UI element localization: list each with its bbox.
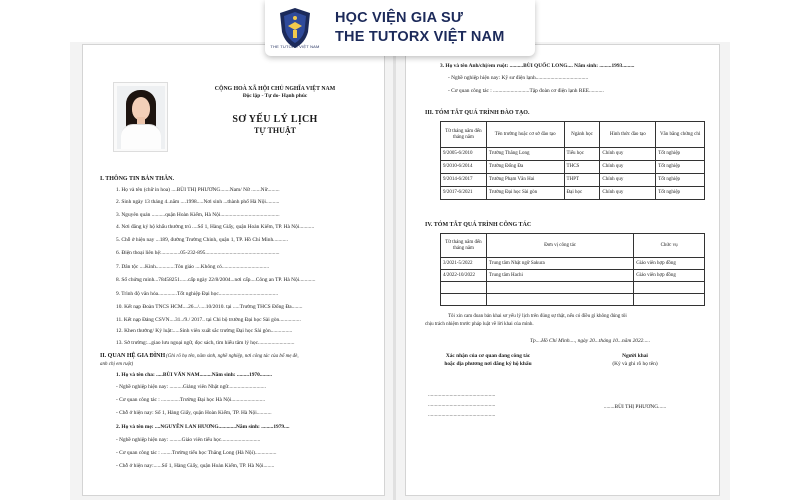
table-cell: Trung tâm Nhật ngữ Sakura — [486, 258, 633, 270]
section-work: IV. TÓM TẮT QUÁ TRÌNH CÔNG TÁC — [425, 222, 532, 228]
table-cell: Chính quy — [600, 187, 656, 200]
brand-line-1: HỌC VIỆN GIA SƯ — [335, 10, 464, 26]
table-cell: 9/2005-6/2010 — [441, 148, 487, 161]
page-divider — [393, 44, 396, 500]
confirm-title-2: hoặc địa phương nơi đăng ký hộ khẩu — [444, 361, 532, 367]
mother-name: 2. Họ và tên mẹ: ....NGUYỄN LAN HƯƠNG.............Năm sinh: .........1979.... — [116, 424, 290, 430]
table-cell: Trường Đại học Sài gòn — [486, 187, 564, 200]
education-header-period: Từ tháng năm đến tháng năm — [441, 122, 487, 148]
mother-job: - Nghề nghiệp hiện nay: .........Giáo viên tiểu học............................. — [116, 437, 261, 443]
table-cell: THPT — [564, 174, 600, 187]
field-awards: 12. Khen thưởng/ Kỷ luật:.....Sinh viên xuất sắc trường Đại học Sài gòn................ — [116, 328, 293, 334]
mother-workplace: - Cơ quan công tác : ........Trường tiểu học Thăng Long (Hà Nội)................ — [116, 450, 277, 456]
brand-line-2: THE TUTORX VIỆT NAM — [335, 29, 505, 45]
section-family-note: (Ghi rõ họ tên, năm sinh, nghề nghiệp, nơi công tác của bố mẹ đẻ, — [166, 354, 299, 359]
declarant-signature-name: ........BÙI THỊ PHƯƠNG...... — [603, 404, 667, 410]
section-family-note-2: anh chị em ruột) — [100, 362, 134, 367]
field-ethnicity: 7. Dân tộc ....Kinh..............Tôn giáo ....Không có................................... — [116, 264, 270, 270]
table-cell: Trung tâm Hachi — [486, 270, 633, 282]
table-row — [441, 148, 705, 161]
table-cell — [634, 294, 705, 306]
national-motto: Độc lập - Tự do- Hạnh phúc — [242, 93, 308, 99]
confirm-dots-3: .................................................. — [428, 412, 496, 418]
sibling-name: 3. Họ và tên Anh/chị/em ruột: ..........BÙI QUỐC LONG.... Năm sinh: .........1993......... — [440, 63, 635, 69]
sibling-job: - Nghề nghiệp hiện nay: Kỹ sư điện lạnh....................................... — [448, 75, 589, 81]
education-header-major: Ngành học — [564, 122, 600, 148]
table-cell: Giáo viên hợp đồng — [634, 270, 705, 282]
confirm-title-1: Xác nhận của cơ quan đang công tác — [445, 353, 531, 359]
document-title: SƠ YẾU LÝ LỊCH — [232, 114, 318, 125]
father-job: - Nghề nghiệp hiện nay: ..........Giảng viên Nhật ngữ............................ — [116, 384, 266, 390]
table-row — [441, 258, 705, 270]
work-table — [440, 233, 705, 306]
education-header-school: Tên trường hoặc cơ sở đào tạo — [486, 122, 564, 148]
field-hometown: 3. Nguyên quán ..........quận Hoàn Kiếm, Hà Nội............................................ — [116, 212, 280, 218]
table-cell: Trường Thăng Long — [486, 148, 564, 161]
table-cell: Trường Phạm Văn Hai — [486, 174, 564, 187]
portrait-photo — [113, 82, 168, 152]
signing-date: Tp....Hồ Chí Minh...., ngày 20...tháng 10...năm 2022..... — [530, 338, 651, 344]
table-cell: 4/2022-10/2022 — [441, 270, 487, 282]
work-header-period: Từ tháng năm đến tháng năm — [441, 234, 487, 258]
brand-banner — [265, 0, 535, 56]
brand-name — [335, 9, 504, 47]
sibling-workplace: - Cơ quan công tác : ...........................Tập đoàn cơ điện lạnh REE........... — [448, 88, 604, 94]
education-table — [440, 121, 705, 200]
confirm-dots-1: .................................................. — [428, 392, 496, 398]
table-row — [441, 282, 705, 294]
table-cell: 9/2014-6/2017 — [441, 174, 487, 187]
table-cell — [486, 294, 633, 306]
work-header-unit: Đơn vị công tác — [486, 234, 633, 258]
table-cell: Đại học — [564, 187, 600, 200]
table-row — [441, 187, 705, 200]
table-cell: Tốt nghiệp — [656, 174, 705, 187]
field-education: 9. Trình độ văn hóa..............Tốt nghiệp Đại học............................................ — [116, 291, 279, 297]
document-subtitle: TỰ THUẬT — [253, 126, 296, 135]
field-registered-address: 4. Nơi đăng ký hộ khẩu thường trú ....Số 1, Hàng Giấy, quận Hoàn Kiếm, TP. Hà Nội........... — [116, 224, 315, 230]
education-header-row — [441, 122, 705, 148]
table-cell: Giáo viên hợp đồng — [634, 258, 705, 270]
mother-address: - Chỗ ở hiện nay:......Số 1, Hàng Giấy, quận Hoàn Kiếm, TP. Hà Nội........ — [116, 463, 275, 469]
education-header-degree: Văn bằng chứng chỉ — [656, 122, 705, 148]
field-full-name: 1. Họ và tên (chữ in hoa) ....BÙI THỊ PHƯƠNG.......Nam/ Nữ .......Nữ......... — [116, 187, 280, 193]
table-cell: Chính quy — [600, 161, 656, 174]
field-id-number: 8. Số chứng minh...78458251......cấp ngày 22/8/2004...nơi cấp....Công an TP. Hà Nội............ — [116, 277, 316, 283]
declaration-line-1: Tôi xin cam đoan bản khai sơ yếu lý lịch trên đúng sự thật, nếu có điều gì không đúng tôi — [448, 314, 627, 319]
table-cell: 9/2010-6/2014 — [441, 161, 487, 174]
table-cell: Tốt nghiệp — [656, 148, 705, 161]
field-youth-union: 10. Kết nạp Đoàn TNCS HCM....26.../.....10/2010. tại .....Trường THCS Đống Đa........ — [116, 304, 303, 310]
declaration-line-2: chịu trách nhiệm trước pháp luật về lời khai của mình. — [425, 322, 534, 327]
field-birth: 2. Sinh ngày 13 tháng 4..năm ....1998.....Nơi sinh ...thành phố Hà Nội.......... — [116, 199, 280, 205]
table-cell — [486, 282, 633, 294]
table-cell: Tốt nghiệp — [656, 161, 705, 174]
declarant-subtitle: (Ký và ghi rõ họ tên) — [612, 361, 658, 367]
father-address: - Chỗ ở hiện nay: Số 1, Hàng Giấy, quận Hoàn Kiếm, TP. Hà Nội........... — [116, 410, 272, 416]
confirm-dots-2: .................................................. — [428, 402, 496, 408]
work-header-position: Chức vụ — [634, 234, 705, 258]
table-row — [441, 294, 705, 306]
section-education: III. TÓM TẮT QUÁ TRÌNH ĐÀO TẠO. — [425, 110, 530, 116]
national-title: CỘNG HOÀ XÃ HỘI CHỦ NGHĨA VIỆT NAM — [214, 86, 336, 92]
table-cell: Tiểu học — [564, 148, 600, 161]
section-personal-info: I. THÔNG TIN BẢN THÂN. — [100, 176, 175, 182]
field-phone: 6. Điện thoại liên hệ:..............05-232-895....................................................... — [116, 250, 280, 256]
table-cell: Trường Đống Đa — [486, 161, 564, 174]
table-cell: 9/2017-6/2021 — [441, 187, 487, 200]
table-cell: 3/2021-5/2022 — [441, 258, 487, 270]
section-family: II. QUAN HỆ GIA ĐÌNH — [100, 353, 166, 359]
field-party: 11. Kết nạp Đảng CSVN....31../9./ 2017.. tại Chi bộ trường Đại học Sài gòn................ — [116, 317, 301, 323]
father-name: 1. Họ và tên cha: .....BÙI VĂN NAM.........Năm sinh: .........1970......... — [116, 372, 272, 378]
table-cell — [441, 294, 487, 306]
declarant-title: Người khai — [622, 353, 648, 359]
table-row — [441, 174, 705, 187]
table-cell: Chính quy — [600, 174, 656, 187]
education-header-mode: Hình thức đào tạo — [600, 122, 656, 148]
table-cell: Tốt nghiệp — [656, 187, 705, 200]
table-row — [441, 270, 705, 282]
table-cell: Chính quy — [600, 148, 656, 161]
table-cell — [441, 282, 487, 294]
table-row — [441, 161, 705, 174]
table-cell: THCS — [564, 161, 600, 174]
father-workplace: - Cơ quan công tác : ..............Trường Đại học Hà Nội......................... — [116, 397, 266, 403]
work-header-row — [441, 234, 705, 258]
table-cell — [634, 282, 705, 294]
logo-caption: THE TUTORX VIỆT NAM — [270, 44, 320, 49]
field-current-address: 5. Chỗ ở hiện nay ...189, đường Trường Chinh, quận 1, TP. Hồ Chí Minh........... — [116, 237, 288, 243]
field-strengths: 13. Sở trường:...giao lưu ngoại ngữ, đọc sách, tìm hiểu tâm lý học........................... — [116, 340, 295, 346]
